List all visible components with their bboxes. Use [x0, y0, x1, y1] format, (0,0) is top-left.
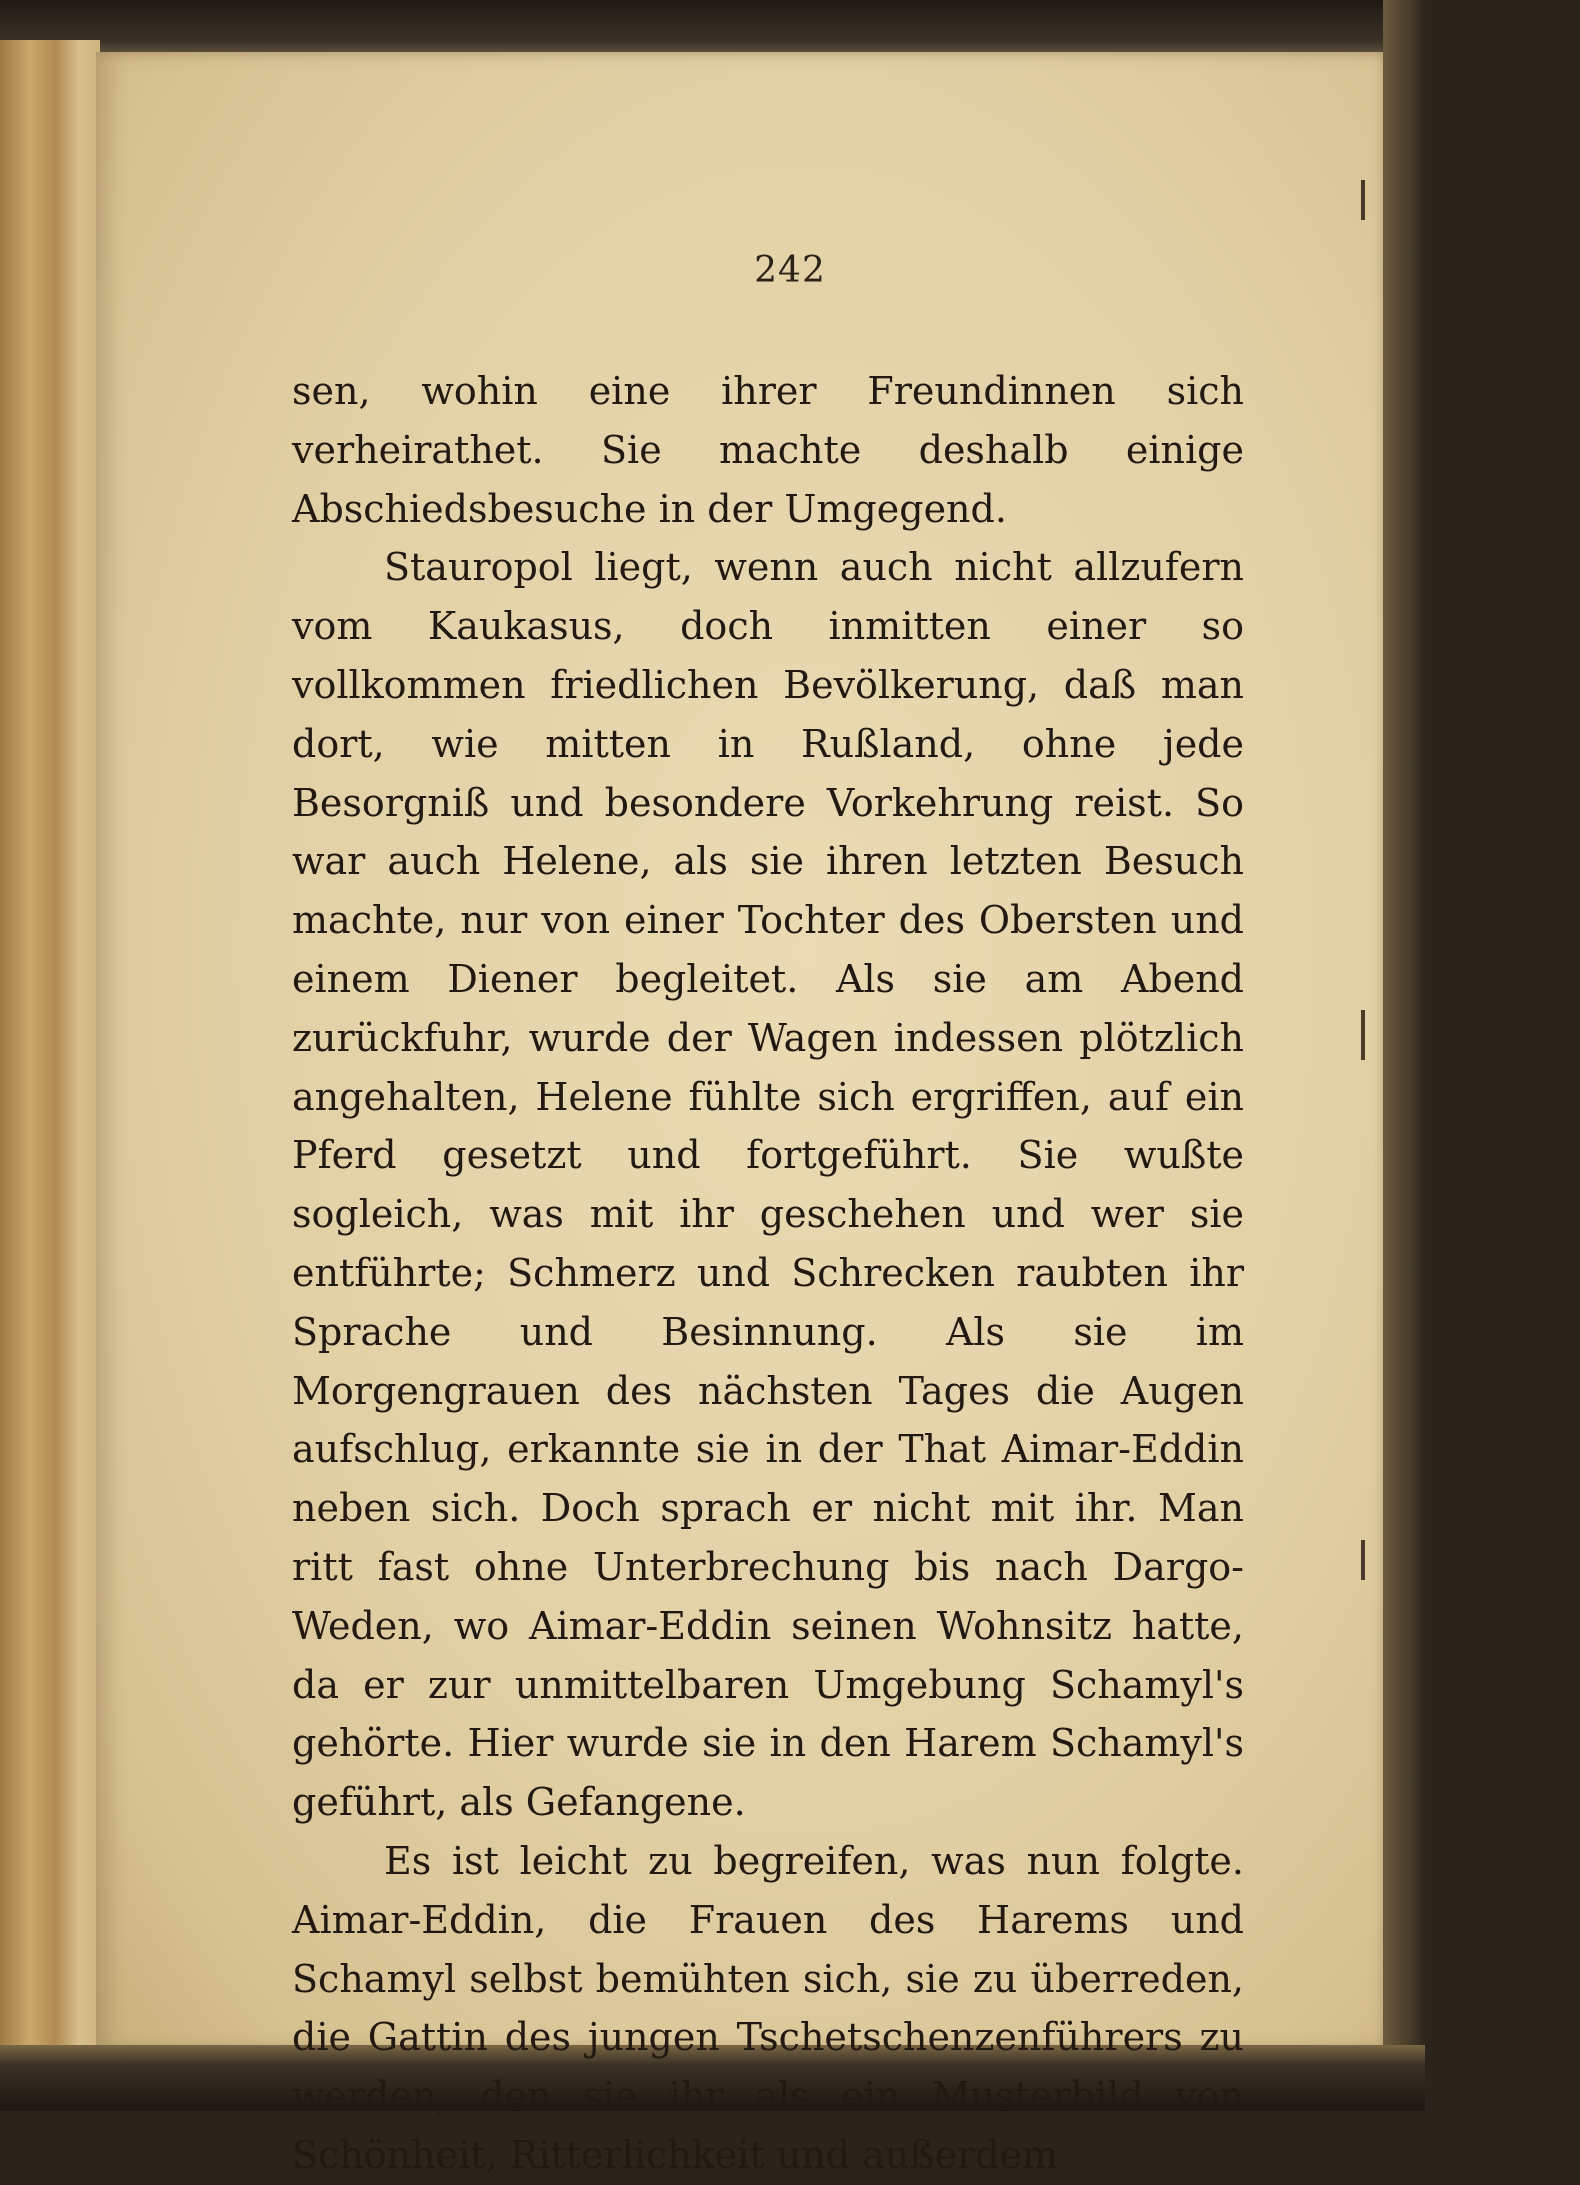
body-text: [292, 362, 1244, 2185]
page-edges-left: [0, 40, 100, 2060]
book-cover-top: [0, 0, 1425, 58]
page-number: 242: [754, 250, 826, 291]
page-crease-mark: [1361, 1540, 1365, 1580]
page-crease-mark: [1361, 180, 1365, 220]
page-crease-mark: [1361, 1010, 1365, 1060]
paragraph: sen, wohin eine ihrer Freundinnen sich verheirathet. Sie machte deshalb einige Abschiedsbesuche in der Umgegend.: [292, 369, 1244, 531]
paragraph: Es ist leicht zu begreifen, was nun folgte. Aimar-Eddin, die Frauen des Harems und Schamyl selbst bemühten sich, sie zu überreden, die Gattin des jungen Tschetschenzenführers zu werden, den sie ihr als ein Musterbild von Schönheit, Ritterlichkeit und außerdem: [292, 1838, 1244, 2177]
paragraph: Stauropol liegt, wenn auch nicht allzufern vom Kaukasus, doch inmitten einer so vollkommen friedlichen Bevölkerung, daß man dort, wie mitten in Rußland, ohne jede Besorgniß und besondere Vorkehrung reist. So war auch Helene, als sie ihren letzten Besuch machte, nur von einer Tochter des Obersten und einem Diener begleitet. Als sie am Abend zurückfuhr, wurde der Wagen indessen plötzlich angehalten, Helene fühlte sich ergriffen, auf ein Pferd gesetzt und fortgeführt. Sie wußte sogleich, was mit ihr geschehen und wer sie entführte; Schmerz und Schrecken raubten ihr Sprache und Besinnung. Als sie im Morgengrauen des nächsten Tages die Augen aufschlug, erkannte sie in der That Aimar-Eddin neben sich. Doch sprach er nicht mit ihr. Man ritt fast ohne Unterbrechung bis nach Dargo-Weden, wo Aimar-Eddin seinen Wohnsitz hatte, da er zur unmittelbaren Umgebung Schamyl's gehörte. Hier wurde sie in den Harem Schamyl's geführt, als Gefangene.: [292, 545, 1244, 1825]
book-cover-right: [1383, 0, 1425, 2111]
